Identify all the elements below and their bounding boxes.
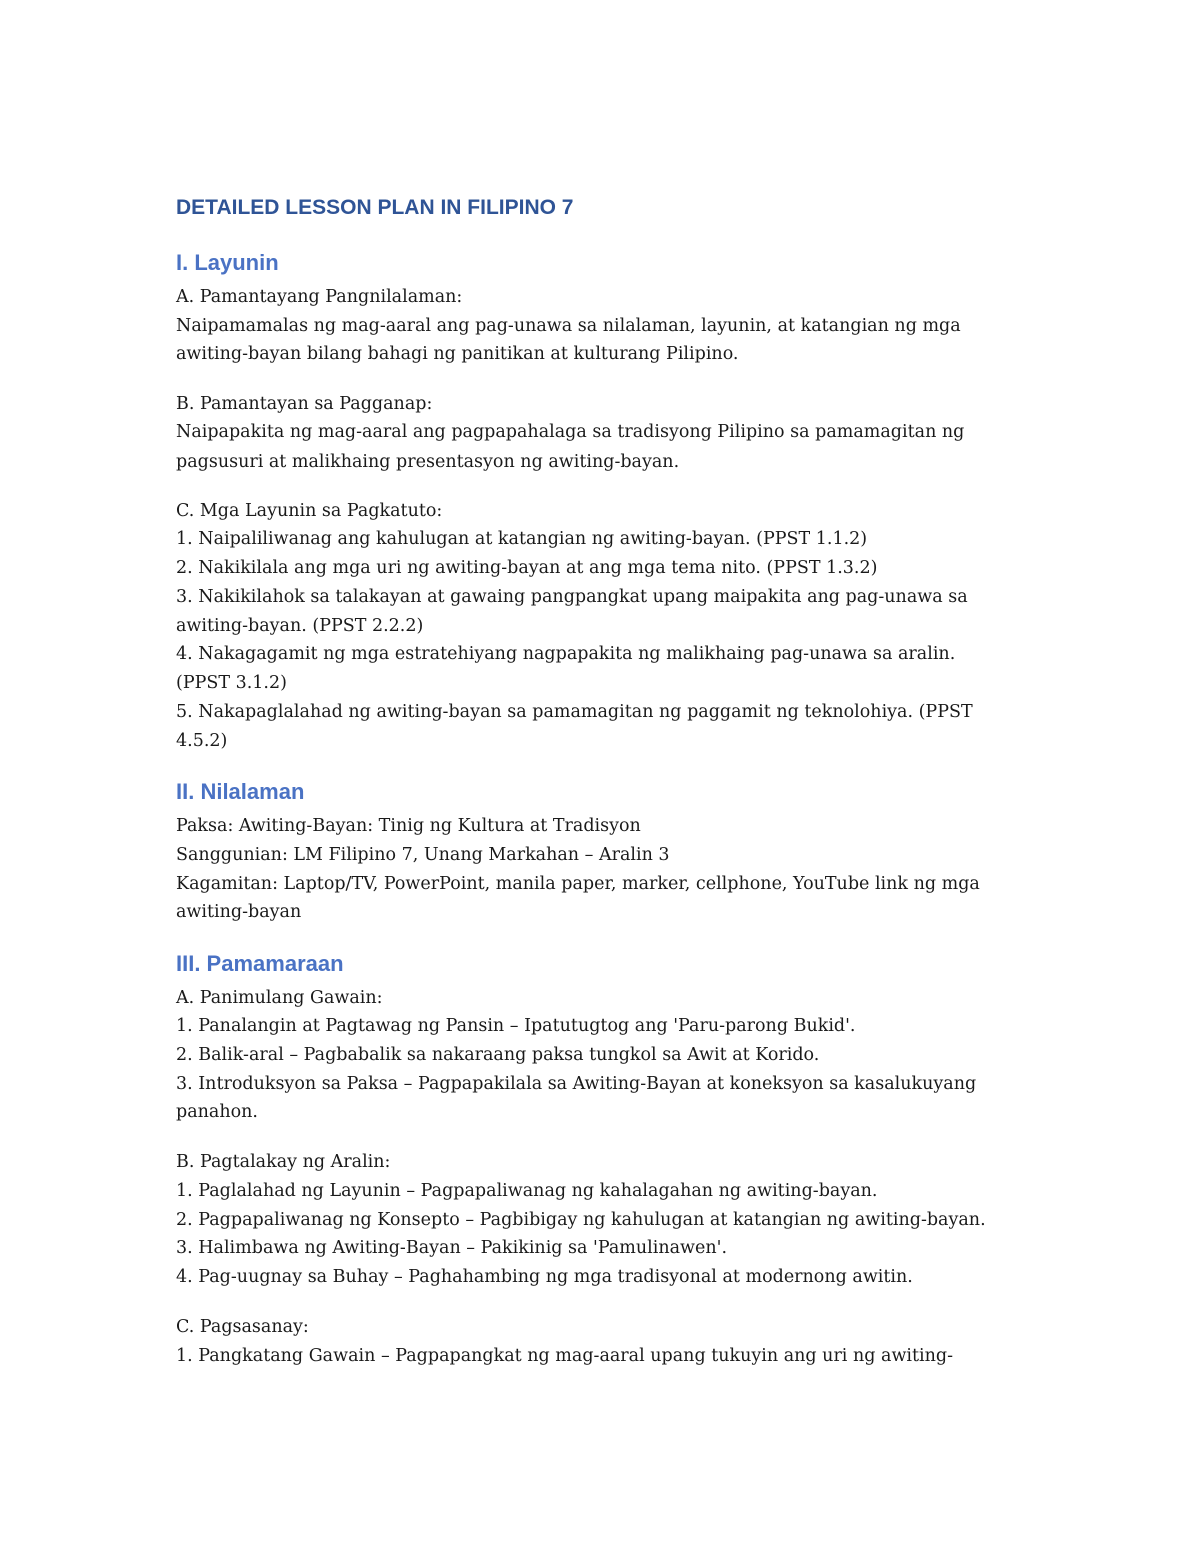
- list-item: 2. Nakikilala ang mga uri ng awiting-bayan at ang mga tema nito. (PPST 1.3.2): [176, 558, 878, 578]
- list-item-continuation: awiting-bayan. (PPST 2.2.2): [176, 616, 424, 636]
- list-item: 1. Pangkatang Gawain – Pagpapangkat ng mag-aaral upang tukuyin ang uri ng awiting-: [176, 1346, 954, 1366]
- section-heading-pamamaraan: III. Pamamaraan: [176, 951, 344, 976]
- subheading-panimulang-gawain: A. Panimulang Gawain:: [176, 988, 383, 1008]
- list-item: 1. Panalangin at Pagtawag ng Pansin – Ipatutugtog ang 'Paru-parong Bukid'.: [176, 1016, 856, 1036]
- subheading-pagtalakay-ng-aralin: B. Pagtalakay ng Aralin:: [176, 1152, 391, 1172]
- list-item: 3. Nakikilahok sa talakayan at gawaing pangpangkat upang maipakita ang pag-unawa sa: [176, 587, 968, 607]
- paragraph-line: Naipapakita ng mag-aaral ang pagpapahalaga sa tradisyong Pilipino sa pamamagitan ng: [176, 422, 965, 442]
- list-item: 1. Naipaliliwanag ang kahulugan at katangian ng awiting-bayan. (PPST 1.1.2): [176, 529, 868, 549]
- paragraph-line-paksa: Paksa: Awiting-Bayan: Tinig ng Kultura at Tradisyon: [176, 816, 641, 836]
- document-title: DETAILED LESSON PLAN IN FILIPINO 7: [176, 196, 574, 219]
- paragraph-line: pagsusuri at malikhaing presentasyon ng awiting-bayan.: [176, 452, 680, 472]
- paragraph-line: Naipamamalas ng mag-aaral ang pag-unawa sa nilalaman, layunin, at katangian ng mga: [176, 316, 961, 336]
- list-item: 2. Balik-aral – Pagbabalik sa nakaraang paksa tungkol sa Awit at Korido.: [176, 1045, 820, 1065]
- paragraph-line-sanggunian: Sanggunian: LM Filipino 7, Unang Markahan – Aralin 3: [176, 845, 670, 865]
- list-item: 5. Nakapaglalahad ng awiting-bayan sa pamamagitan ng paggamit ng teknolohiya. (PPST: [176, 702, 973, 722]
- paragraph-line: awiting-bayan bilang bahagi ng panitikan at kulturang Pilipino.: [176, 344, 739, 364]
- subheading-pamantayan-sa-pagganap: B. Pamantayan sa Pagganap:: [176, 394, 433, 414]
- list-item-continuation: (PPST 3.1.2): [176, 673, 287, 693]
- subheading-pamantayang-pangnilalaman: A. Pamantayang Pangnilalaman:: [176, 287, 463, 307]
- list-item: 3. Introduksyon sa Paksa – Pagpapakilala sa Awiting-Bayan at koneksyon sa kasalukuyang: [176, 1074, 977, 1094]
- paragraph-line-continuation: awiting-bayan: [176, 902, 302, 922]
- subheading-mga-layunin-sa-pagkatuto: C. Mga Layunin sa Pagkatuto:: [176, 501, 443, 521]
- subheading-pagsasanay: C. Pagsasanay:: [176, 1317, 309, 1337]
- list-item: 2. Pagpapaliwanag ng Konsepto – Pagbibigay ng kahulugan at katangian ng awiting-bayan.: [176, 1210, 986, 1230]
- list-item: 3. Halimbawa ng Awiting-Bayan – Pakikinig sa 'Pamulinawen'.: [176, 1238, 728, 1258]
- list-item-continuation: 4.5.2): [176, 731, 228, 751]
- list-item: 1. Paglalahad ng Layunin – Pagpapaliwanag ng kahalagahan ng awiting-bayan.: [176, 1181, 878, 1201]
- paragraph-line-kagamitan: Kagamitan: Laptop/TV, PowerPoint, manila paper, marker, cellphone, YouTube link ng mga: [176, 874, 980, 894]
- section-heading-nilalaman: II. Nilalaman: [176, 779, 305, 804]
- list-item: 4. Nakagagamit ng mga estratehiyang nagpapakita ng malikhaing pag-unawa sa aralin.: [176, 644, 956, 664]
- list-item-continuation: panahon.: [176, 1102, 258, 1122]
- section-heading-layunin: I. Layunin: [176, 250, 279, 275]
- list-item: 4. Pag-uugnay sa Buhay – Paghahambing ng mga tradisyonal at modernong awitin.: [176, 1267, 913, 1287]
